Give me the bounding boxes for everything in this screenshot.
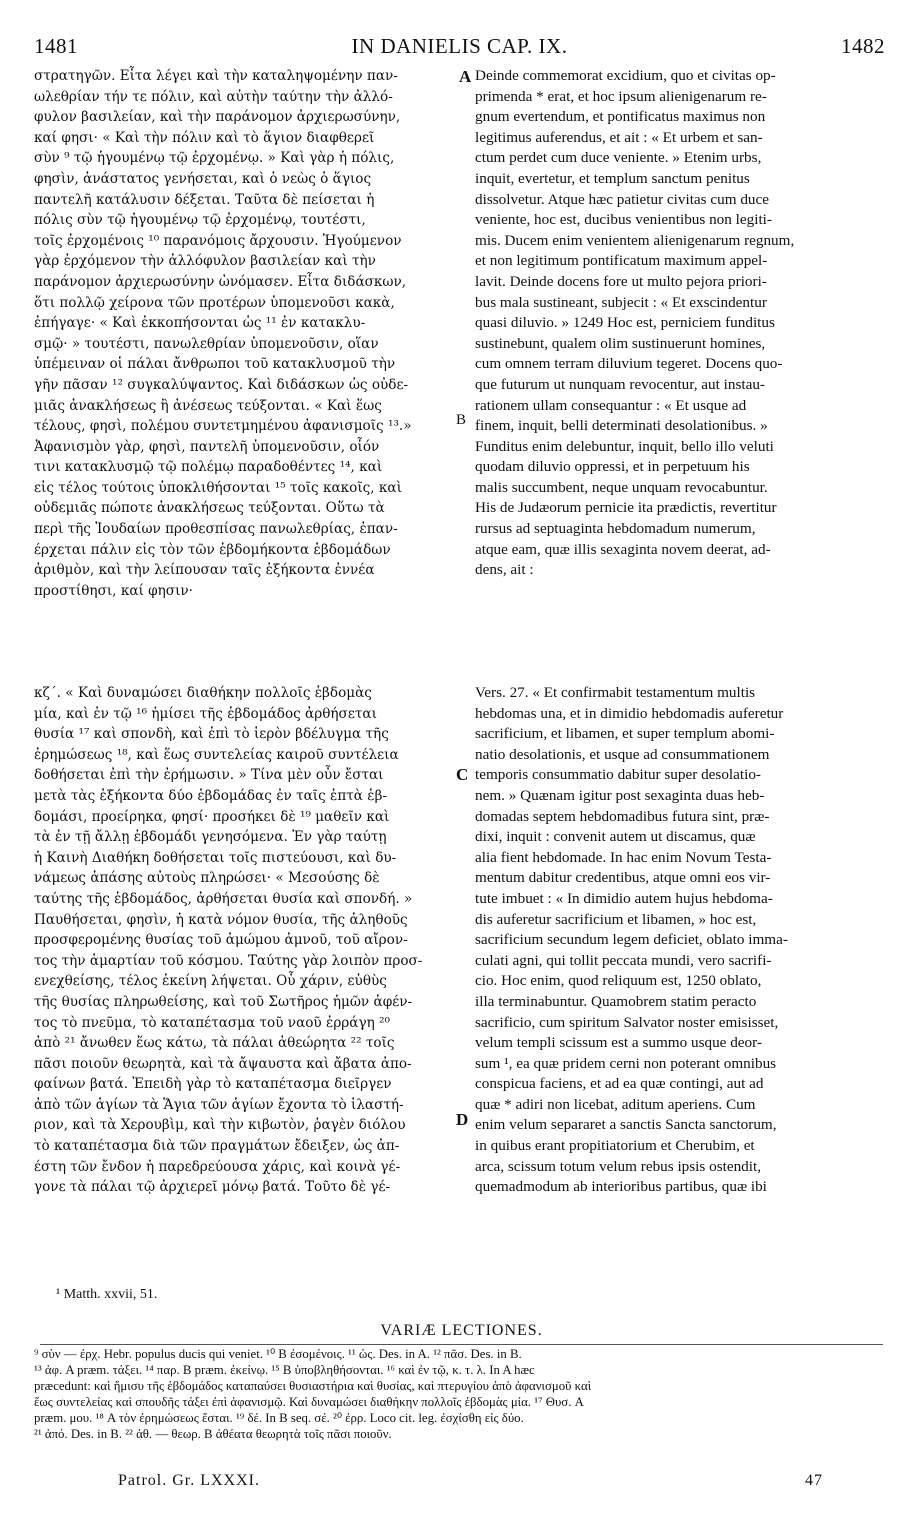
text-line: ἐπήγαγε· « Καὶ ἐκκοπήσονται ὡς ¹¹ ἐν κατακλυ- bbox=[34, 315, 366, 332]
text-line: que futurum ut nunquam revocentur, aut instau- bbox=[475, 375, 765, 393]
page-footer bbox=[118, 1472, 823, 1490]
text-line: φυλον βασιλείαν, καὶ τὴν παράνομον ἀρχιερωσύνην, bbox=[34, 109, 401, 126]
text-line: ἀριθμὸν, καὶ τὴν λείπουσαν ταῖς ἑξήκοντα ἐννέα bbox=[34, 562, 375, 579]
text-line: quodam diluvio oppressi, et in perpetuum his bbox=[475, 458, 750, 476]
text-line: quemadmodum ab interioribus partibus, quæ ibi bbox=[475, 1178, 767, 1196]
text-line: illa terminabuntur. Quamobrem statim peracto bbox=[475, 992, 757, 1010]
text-line: τινι κατακλυσμῷ τῷ πολέμῳ παραδοθέντες ¹⁴, καὶ bbox=[34, 459, 383, 476]
text-line: σὺν ⁹ τῷ ἡγουμένῳ τῷ ἐρχομένῳ. » Καὶ γὰρ ἡ πόλις, bbox=[34, 150, 395, 167]
text-line: Funditus enim delebuntur, inquit, bello illo veluti bbox=[475, 437, 774, 455]
text-line: ωλεθρίαν τήν τε πόλιν, καὶ αὐτὴν ταύτην τὴν ἀλλό- bbox=[34, 88, 393, 105]
text-line: sum ¹, ea quæ pridem cerni non poterant omnibus bbox=[475, 1054, 777, 1072]
text-line: in quibus erant propitiatorium et Cherubim, et bbox=[475, 1137, 755, 1155]
text-line: ὑπέμειναν οἱ πάλαι ἄνθρωποι τοῦ κατακλυσμοῦ τὴν bbox=[34, 356, 396, 373]
text-line: dens, ait : bbox=[475, 561, 534, 579]
margin-marker-a: A bbox=[459, 67, 472, 86]
text-line: sacrificium secundum legem deficiet, oblato imma- bbox=[475, 931, 788, 949]
text-line: primenda * erat, et hoc ipsum alienigenarum re- bbox=[475, 87, 767, 105]
text-line: μία, καὶ ἐν τῷ ¹⁶ ἡμίσει τῆς ἑβδομάδος ἀρθήσεται bbox=[34, 705, 377, 722]
text-line: hebdomas una, et in dimidio hebdomadis auferetur bbox=[475, 704, 784, 722]
text-line: dissolvetur. Atque hæc patietur civitas cum duce bbox=[475, 190, 769, 208]
text-line: ἀπὸ ²¹ ἄνωθεν ἕως κάτω, τὰ πάλαι ἀθεώρητα ²² τοῖς bbox=[34, 1035, 395, 1052]
text-line: arca, scissum totum velum rebus ipsis ostendit, bbox=[475, 1157, 761, 1175]
text-line: dixi, inquit : convenit autem ut discamus, quæ bbox=[475, 828, 756, 846]
text-line: culati agni, qui tollit peccata mundi, vero sacrifi- bbox=[475, 951, 772, 969]
footnote: ¹ Matth. xxvii, 51. bbox=[56, 1287, 158, 1302]
text-line: inquit, evertetur, et templum sanctum penitus bbox=[475, 169, 750, 187]
text-line: Vers. 27. « Et confirmabit testamentum multis bbox=[475, 684, 756, 701]
text-line: ἀπὸ τῶν ἁγίων τὰ Ἅγια τῶν ἁγίων ἔχοντα τὸ ἱλαστή- bbox=[34, 1096, 404, 1113]
text-line: Ἀφανισμὸν γὰρ, φησὶ, παντελῆ ὑπομενοῦσιν, οἷόν bbox=[34, 438, 380, 455]
text-line: ¹³ ἀφ. A præm. τάξει. ¹⁴ παρ. B præm. ἐκείνῳ. ¹⁵ B ὑποβληθήσονται. ¹⁶ καὶ ἐν τῷ, κ. τ. λ. In A hæc bbox=[34, 1363, 535, 1377]
text-line: præm. μου. ¹⁸ A τὸν ἐρημώσεως ἔσται. ¹⁹ δέ. In B seq. σέ. ²⁰ ἐρρ. Loco cit. leg. ἐσχίσθη εἰς δύο. bbox=[34, 1411, 524, 1425]
variae-lectiones bbox=[34, 1346, 886, 1442]
text-line: ²¹ ἀπό. Des. in B. ²² ἀθ. — θεωρ. B ἀθέατα θεωρητὰ τοῖς πᾶσι ποιοῦν. bbox=[34, 1427, 392, 1441]
text-line: domadas septem hebdomadibus futura sint, præ- bbox=[475, 807, 770, 825]
text-line: γῆν πᾶσαν ¹² συγκαλύψαντος. Καὶ διδάσκων ὡς οὐδε- bbox=[34, 376, 409, 393]
text-line: et non legitimum pontificatum maximum appel- bbox=[475, 252, 768, 270]
page-header bbox=[34, 34, 885, 64]
text-line: nem. » Quænam igitur post sexaginta duas heb- bbox=[475, 786, 765, 804]
text-line: μετὰ τὰς ἑξήκοντα δύο ἑβδομάδας ἐν ταῖς ἑπτὰ ἑβ- bbox=[34, 787, 388, 804]
text-line: έστη τῶν ἔνδον ἡ παρεδρεύουσα χάρις, καὶ κοινὰ γέ- bbox=[34, 1158, 401, 1175]
text-line: ταύτης τῆς ἑβδομάδος, ἀρθήσεται θυσία καὶ σπονδή. » bbox=[34, 890, 413, 907]
text-line: στρατηγῶν. Εἶτα λέγει καὶ τὴν καταληψομένην παν- bbox=[34, 68, 398, 84]
text-line: mentum dabitur credentibus, atque omni eos vir- bbox=[475, 869, 771, 887]
text-line: κζ΄. « Καὶ δυναμώσει διαθήκην πολλοῖς ἑβδομὰς bbox=[34, 685, 372, 701]
text-line: quæ * adiri non licebat, aditum aperiens. Cum bbox=[475, 1095, 756, 1113]
text-line: finem, inquit, belli determinati desolationibus. » bbox=[475, 417, 768, 435]
text-line: sustinebunt, qualem olim sustinuerunt homines, bbox=[475, 334, 766, 352]
signature-number: 47 bbox=[805, 1472, 823, 1489]
text-line: dis auferetur sacrificium et libamen, » hoc est, bbox=[475, 910, 757, 928]
text-line: His de Judæorum pernicie ita prædictis, revertitur bbox=[475, 499, 777, 517]
text-line: γονε τὰ πάλαι τῷ ἀρχιερεῖ μόνῳ βατά. Τοῦτο δὲ γέ- bbox=[34, 1179, 391, 1196]
text-line: cio. Hoc enim, quod reliquum est, 1250 oblato, bbox=[475, 972, 762, 990]
text-line: τὸ καταπέτασμα διὰ τῶν πραγμάτων ἔδειξεν, ὡς ἀπ- bbox=[34, 1138, 400, 1155]
variae-lectiones-title: VARIÆ LECTIONES. bbox=[380, 1322, 543, 1339]
text-line: μιᾶς ἀνακλήσεως ἢ ἀνέσεως τεύξονται. « Καὶ ἕως bbox=[34, 397, 382, 414]
latin-column-top bbox=[475, 66, 885, 581]
text-line: οὐδεμιᾶς πώποτε ἀνακλήσεως τεύξονται. Οὕτω τὰ bbox=[34, 500, 385, 517]
text-line: τοῖς ἐρχομένοις ¹⁰ παρανόμοις ἄρχουσιν. Ἡγούμενον bbox=[34, 232, 402, 249]
text-line: τος τὴν ἁμαρτίαν τοῦ κόσμου. Ταύτης γὰρ λοιπὸν προσ- bbox=[34, 952, 423, 969]
text-line: φησὶν, ἀνάστατος γενήσεται, καὶ ὁ νεὼς ὁ ἅγιος bbox=[34, 170, 372, 187]
text-line: legitimus auferendus, et ait : « Et urbem et san- bbox=[475, 128, 763, 146]
text-line: ἡ Καινὴ Διαθήκη δοθήσεται τοῖς πιστεύουσι, καὶ δυ- bbox=[34, 849, 397, 866]
text-line: νάμεως ἁπάσης αὐτοὺς πληρώσει· « Μεσούσης δὲ bbox=[34, 870, 380, 887]
text-line: quasi diluvio. » 1249 Hoc est, perniciem funditus bbox=[475, 314, 775, 332]
latin-column-bottom bbox=[475, 683, 885, 1198]
series-signature: Patrol. Gr. LXXXI. bbox=[118, 1472, 260, 1489]
text-line: έρχεται πάλιν εἰς τὸν τῶν ἑβδομήκοντα ἑβδομάδων bbox=[34, 541, 391, 558]
text-line: παράνομον ἀρχιερωσύνην ὠνόμασεν. Εἶτα διδάσκων, bbox=[34, 273, 407, 290]
text-line: περὶ τῆς Ἰουδαίων προθεσπίσας πανωλεθρίας, ἐπαν- bbox=[34, 521, 398, 538]
text-line: natio desolationis, et usque ad consummationem bbox=[475, 745, 770, 763]
text-line: enim velum separaret a sanctis Sancta sanctorum, bbox=[475, 1116, 777, 1134]
text-line: πόλις σὺν τῷ ἡγουμένῳ τῷ ἐρχομένῳ, τουτέστι, bbox=[34, 212, 366, 229]
text-line: rationem ullam consequantur : « Et usque ad bbox=[475, 396, 747, 414]
text-line: ἐρημώσεως ¹⁸, καὶ ἕως συντελείας καιροῦ συντέλεια bbox=[34, 746, 399, 763]
text-line: δοθήσεται ἐπὶ τὴν ἐρήμωσιν. » Τίνα μὲν οὖν ἔσται bbox=[34, 767, 384, 784]
text-line: ctum perdet cum duce veniente. » Etenim urbs, bbox=[475, 149, 762, 167]
greek-column-top bbox=[34, 66, 454, 601]
left-column-number: 1481 bbox=[34, 34, 78, 58]
margin-marker-c: C bbox=[456, 765, 469, 784]
text-line: malis succumbent, neque unquam revocabuntur. bbox=[475, 478, 768, 496]
divider bbox=[40, 1344, 883, 1345]
text-line: θυσία ¹⁷ καὶ σπονδὴ, καὶ ἐπὶ τὸ ἱερὸν βδέλυγμα τῆς bbox=[34, 726, 389, 743]
text-line: δομάσι, προείρηκα, φησί· προσήκει δὲ ¹⁹ μαθεῖν καὶ bbox=[34, 808, 390, 825]
text-line: præcedunt: καὶ ἥμισυ τῆς ἑβδομάδος καταπαύσει θυσιαστήρια καὶ θυσίας, καὶ πτερυγίου ἀπὸ ἀφανισμοῦ καὶ bbox=[34, 1379, 592, 1393]
text-line: conspicua faciens, et ad ea quæ contingi, aut ad bbox=[475, 1075, 764, 1093]
text-line: ἕως συντελείας καὶ σπουδῆς τάξει ἐπὶ ἀφανισμῷ. Καὶ δυναμώσει διαθήκην πολλοῖς ἑβδομὰς μία. ¹⁷ Θυσ. A bbox=[34, 1395, 584, 1409]
text-line: προστίθησι, καί φησιν· bbox=[34, 582, 194, 599]
text-line: τὰ ἐν τῇ ἄλλῃ ἑβδομάδι γενησόμενα. Ἐν γὰρ ταύτῃ bbox=[34, 829, 387, 846]
text-line: mis. Ducem enim venientem alienigenarum regnum, bbox=[475, 231, 795, 249]
text-line: προσφερομένης θυσίας τοῦ ἀμώμου ἀμνοῦ, τοῦ αἴρον- bbox=[34, 932, 408, 949]
text-line: velum templi scissum est a summo usque deor- bbox=[475, 1034, 762, 1052]
text-line: εἰς τέλος τούτοις ὑποκλιθήσονται ¹⁵ τοῖς κακοῖς, καὶ bbox=[34, 479, 402, 496]
text-line: ριον, καὶ τὰ Χερουβὶμ, καὶ τὴν κιβωτὸν, ῥαγὲν διόλου bbox=[34, 1117, 406, 1134]
margin-marker-b: B bbox=[456, 412, 467, 428]
text-line: rursus ad septuaginta hebdomadum numerum, bbox=[475, 520, 756, 538]
text-line: καί φησι· « Καὶ τὴν πόλιν καὶ τὸ ἅγιον διαφθερεῖ bbox=[34, 129, 375, 146]
text-line: tute imbuet : « In dimidio autem hujus hebdoma- bbox=[475, 889, 773, 907]
text-line: ενεχθείσης, τέλος ἐκείνη λήψεται. Οὗ χάριν, εὐθὺς bbox=[34, 973, 387, 990]
text-line: Deinde commemorat excidium, quo et civitas op- bbox=[475, 67, 776, 84]
text-line: temporis consummatio dabitur super desolatio- bbox=[475, 766, 761, 784]
running-title: IN DANIELIS CAP. IX. bbox=[351, 34, 568, 58]
text-line: παντελῆ κατάλυσιν δέξεται. Ταῦτα δὲ πείσεται ἡ bbox=[34, 191, 375, 208]
text-line: veniente, hoc est, ducibus venientibus non legiti- bbox=[475, 211, 772, 229]
right-column-number: 1482 bbox=[840, 34, 885, 58]
text-line: τος τὸ πνεῦμα, τὸ καταπέτασμα τοῦ ναοῦ ἐρράγη ²⁰ bbox=[34, 1014, 390, 1031]
text-line: φαίνων βατά. Ἐπειδὴ γὰρ τὸ καταπέτασμα διεῖργεν bbox=[34, 1076, 392, 1093]
text-line: πᾶσι ποιοῦν θεωρητὰ, καὶ τὰ ἄψαυστα καὶ ἄβατα ἀπο- bbox=[34, 1055, 412, 1072]
margin-marker-d: D bbox=[456, 1110, 469, 1129]
text-line: ⁹ σὺν — ἐρχ. Hebr. populus ducis qui veniet. ¹⁰ B ἐσομένοις. ¹¹ ὡς. Des. in A. ¹² πᾶσ. Des. in B. bbox=[34, 1347, 522, 1361]
greek-column-bottom bbox=[34, 683, 454, 1198]
text-line: Παυθήσεται, φησὶν, ἡ κατὰ νόμον θυσία, τῆς ἀληθοῦς bbox=[34, 911, 408, 928]
text-line: atque eam, quæ illis sexaginta novem deerat, ad- bbox=[475, 540, 771, 558]
text-line: gnum evertendum, et pontificatus maximus non bbox=[475, 108, 766, 126]
text-line: alia fient hebdomade. In hac enim Novum Testa- bbox=[475, 848, 772, 866]
text-line: bus mala sustineant, subjecit : « Et exscindentur bbox=[475, 293, 767, 311]
text-line: σμῷ· » τουτέστι, πανωλεθρίαν ὑπομενοῦσιν, οἵαν bbox=[34, 335, 379, 352]
text-line: sacrificium, et libamen, et super templum abomi- bbox=[475, 725, 775, 743]
text-line: sacrificio, cum spiritum Salvator noster emisisset, bbox=[475, 1013, 779, 1031]
text-line: τῆς θυσίας πληρωθείσης, καὶ τοῦ Σωτῆρος ἡμῶν ἀφέν- bbox=[34, 993, 413, 1010]
text-line: ὅτι πολλῷ χείρονα τῶν προτέρων ὑπομενοῦσι κακὰ, bbox=[34, 294, 395, 311]
text-line: τέλους, φησὶ, πολέμου συντετμημένου ἀφανισμοῖς ¹³.» bbox=[34, 418, 412, 435]
text-line: γὰρ ἐρχόμενον τὴν ἀλλόφυλον βασιλείαν καὶ τὴν bbox=[34, 253, 376, 270]
text-line: lavit. Deinde docens fore ut multo pejora priori- bbox=[475, 272, 767, 290]
text-line: cum omnem terram diluvium tegeret. Docens quo- bbox=[475, 355, 783, 373]
